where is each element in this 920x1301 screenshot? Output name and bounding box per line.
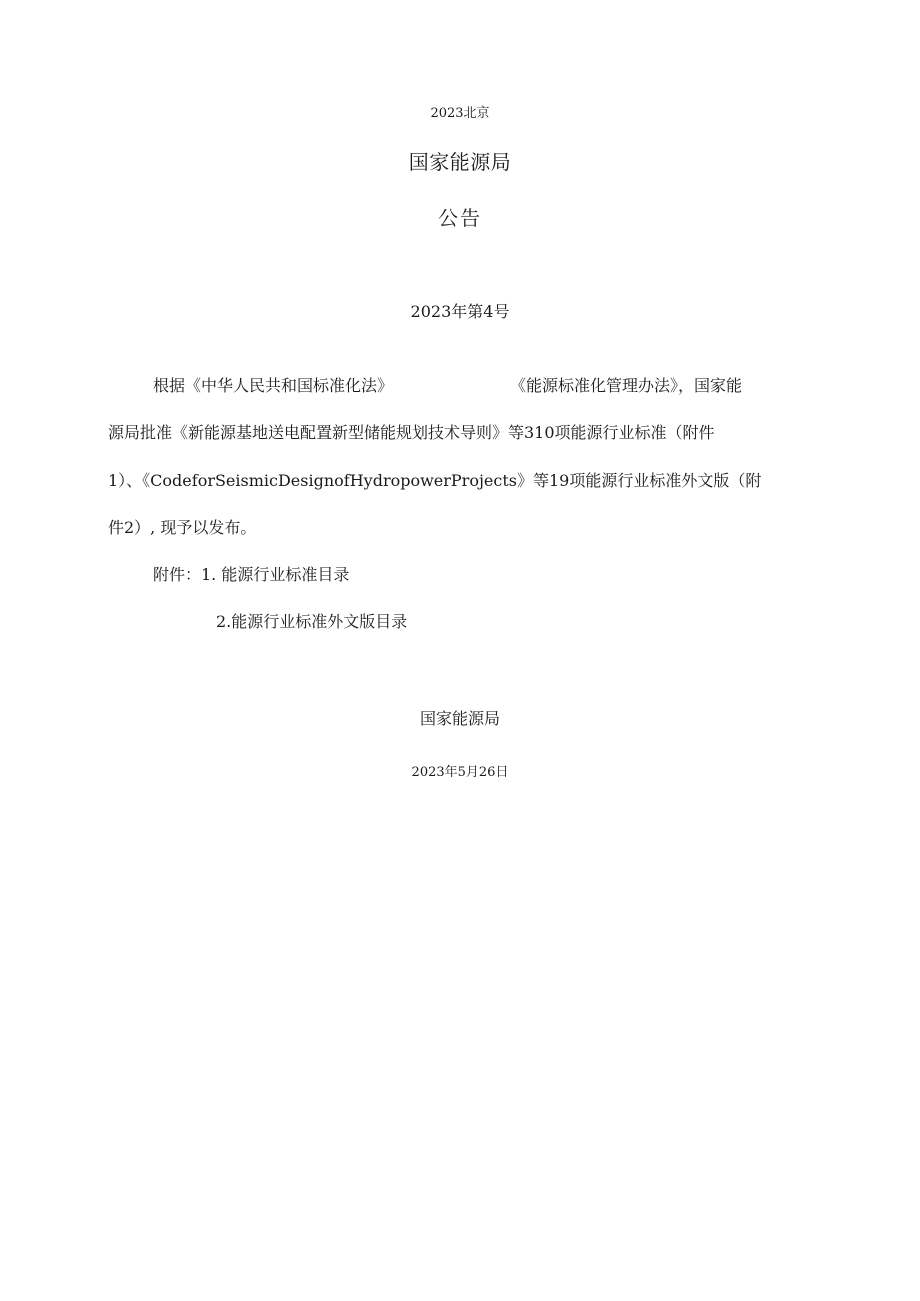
body-line-1b: 《能源标准化管理办法》，国家能 <box>510 376 743 395</box>
attachment-item-2: 2.能源行业标准外文版目录 <box>216 612 408 631</box>
body-line-2: 源局批准《新能源基地送电配置新型储能规划技术导则》等310项能源行业标准（附件 <box>108 423 715 442</box>
body-line-4: 件2）, 现予以发布。 <box>108 518 257 537</box>
body-line-3: 1）、《CodeforSeismicDesignofHydropowerProjects》等19项能源行业标准外文版（附 <box>108 471 762 490</box>
signature-date: 2023年5月26日 <box>411 765 509 780</box>
attachment-item-1: 附件：1. 能源行业标准目录 <box>153 565 350 584</box>
signature-org: 国家能源局 <box>419 709 500 728</box>
body-line-1a: 根据《中华人民共和国标准化法》 <box>153 376 394 395</box>
document-type-title: 公告 <box>438 206 482 230</box>
place-year-line: 2023北京 <box>430 106 490 121</box>
document-number: 2023年第4号 <box>410 302 510 321</box>
issuing-org-title: 国家能源局 <box>408 150 512 174</box>
